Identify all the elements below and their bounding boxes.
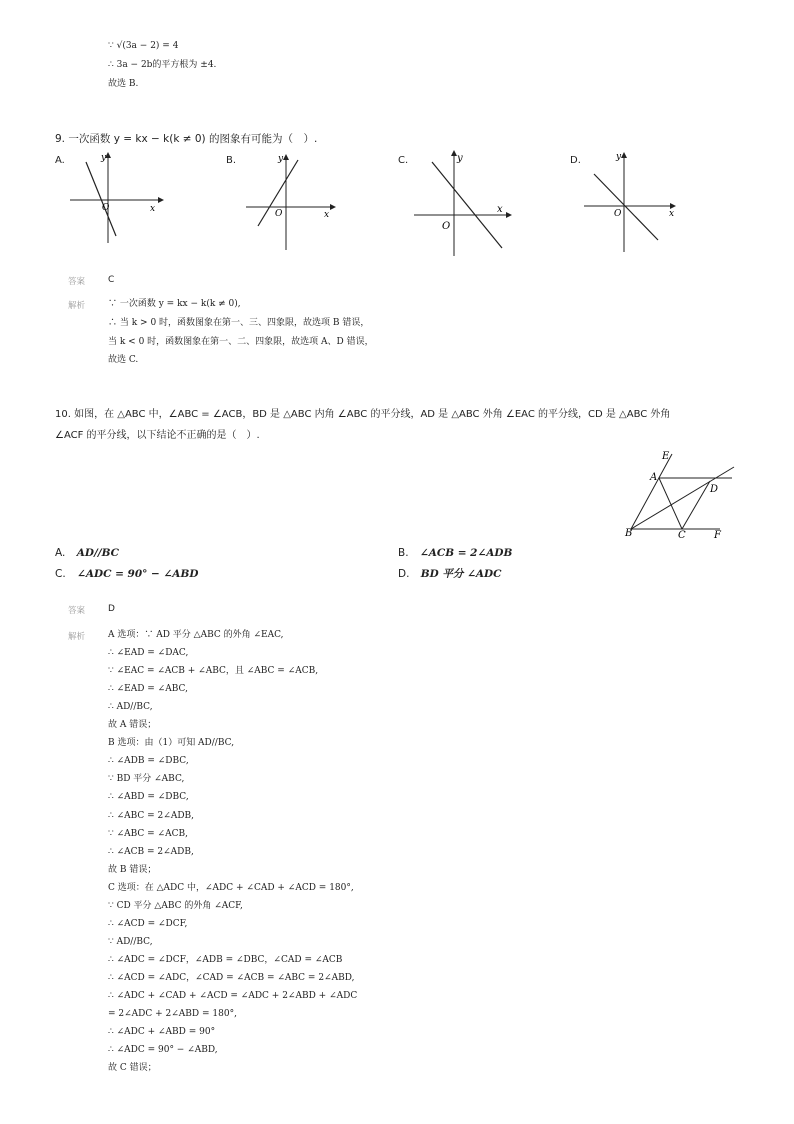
q10-option-b [398, 546, 512, 560]
q10-analysis-line: ∵ AD//BC, [108, 936, 153, 947]
option-text: ∠ADC = 90° − ∠ABD [77, 568, 199, 580]
q10-option-a [55, 546, 119, 560]
q9-analysis-line: 故选 C. [108, 355, 139, 365]
q10-analysis-line: ∴ ∠ABD = ∠DBC, [108, 792, 189, 803]
q9-option-d-label: D. [570, 155, 581, 166]
axis-x-label: x [324, 210, 330, 220]
q10-analysis-line: ∴ ∠EAD = ∠ABC, [108, 684, 188, 695]
option-letter: A. [55, 547, 66, 559]
q9-option-c-label: C. [398, 155, 409, 166]
q9-option-b-label: B. [226, 155, 237, 166]
q10-option-d [398, 567, 501, 581]
q9-analysis-line: ∴ 当 k > 0 时，函数图象在第一、三、四象限，故选项 B 错误， [108, 318, 370, 328]
q10-analysis-line: ∴ ∠ACD = ∠ADC，∠CAD = ∠ACB = ∠ABC = 2∠ABD, [108, 972, 355, 983]
q9-answer: C [108, 275, 115, 285]
axis-x-label: x [150, 204, 156, 214]
q10-analysis-line: ∴ ∠ADC + ∠ABD = 90° [108, 1027, 216, 1038]
q10-analysis-line: ∵ CD 平分 △ABC 的外角 ∠ACF, [108, 900, 243, 911]
q10-analysis-line: ∴ ∠EAD = ∠DAC, [108, 648, 189, 659]
q10-analysis-line: ∴ ∠ABC = 2∠ADB, [108, 810, 195, 821]
axis-x-label: x [497, 204, 503, 215]
q10-analysis-line: ∴ ∠ADC + ∠CAD + ∠ACD = ∠ADC + 2∠ABD + ∠ADC [108, 991, 358, 1001]
origin-label: O [442, 221, 451, 232]
axis-y-label: y [616, 152, 622, 162]
option-text: AD//BC [76, 547, 120, 559]
option-letter: D. [398, 568, 410, 580]
q10-analysis-line: 故 A 错误； [108, 720, 157, 731]
q10-analysis-line: = 2∠ADC + 2∠ABD = 180°, [108, 1009, 237, 1020]
q9-answer-label: 答案 [68, 277, 86, 287]
q10-analysis-line: ∴ ∠ADC = ∠DCF，∠ADB = ∠DBC，∠CAD = ∠ACB [108, 954, 343, 965]
q9-graph-a [62, 148, 172, 248]
option-letter: C. [55, 568, 66, 580]
q10-option-c [55, 567, 198, 581]
q10-figure [620, 448, 740, 543]
q10-analysis-line: 故 C 错误； [108, 1063, 157, 1074]
q10-analysis-line: ∴ ∠ADB = ∠DBC, [108, 756, 189, 767]
option-text: BD 平分 ∠ADC [420, 568, 502, 580]
point-f-label: F [714, 530, 721, 541]
axis-y-label: y [457, 153, 463, 164]
q10-analysis-line: ∴ ∠ACD = ∠DCF, [108, 918, 188, 929]
axis-x-label: x [669, 209, 675, 219]
point-a-label: A [650, 472, 658, 483]
q9-graph-c [410, 148, 520, 258]
q10-answer: D [108, 604, 115, 614]
axis-y-label: y [278, 154, 284, 164]
point-c-label: C [678, 530, 686, 541]
point-b-label: B [625, 528, 633, 539]
origin-label: O [275, 209, 283, 219]
q10-stem-line2: ∠ACF 的平分线，以下结论不正确的是（ ）. [55, 430, 260, 441]
q10-analysis-line: ∵ ∠ABC = ∠ACB, [108, 828, 188, 839]
q9-analysis-line: 当 k < 0 时，函数图象在第一、二、四象限，故选项 A、D 错误， [108, 337, 374, 347]
q9-stem: 9. 一次函数 y = kx − k(k ≠ 0) 的图象有可能为（ ）. [55, 133, 318, 145]
q10-analysis-line: ∴ ∠ACB = 2∠ADB, [108, 846, 194, 857]
axis-y-label: y [101, 153, 107, 163]
option-letter: B. [398, 547, 409, 559]
origin-label: O [614, 209, 622, 219]
point-d-label: D [710, 484, 719, 495]
q10-analysis-line: A 选项：∵ AD 平分 △ABC 的外角 ∠EAC, [108, 630, 284, 640]
option-text: ∠ACB = 2∠ADB [419, 547, 513, 559]
q10-stem-line1: 10. 如图，在 △ABC 中，∠ABC = ∠ACB，BD 是 △ABC 内角 ∠ABC 的平分线，AD 是 △ABC 外角 ∠EAC 的平分线，CD 是 △ABC 外角 [55, 409, 671, 420]
q10-answer-label: 答案 [68, 606, 86, 616]
prev-solution-line: ∴ 3a − 2b的平方根为 ±4. [108, 60, 217, 70]
q9-graph-b [240, 148, 350, 253]
prev-solution-line: ∵ √(3a − 2) = 4 [108, 41, 179, 51]
q9-analysis-line: ∵ 一次函数 y = kx − k(k ≠ 0), [108, 299, 241, 309]
q10-analysis-line: C 选项：在 △ADC 中，∠ADC + ∠CAD + ∠ACD = 180°, [108, 882, 354, 893]
q9-analysis-label: 解析 [68, 301, 86, 311]
prev-solution-line: 故选 B. [108, 79, 139, 89]
q10-analysis-line: B 选项：由（1）可知 AD//BC, [108, 738, 235, 749]
q10-analysis-line: ∴ ∠ADC = 90° − ∠ABD, [108, 1045, 218, 1056]
q10-analysis-line: ∵ BD 平分 ∠ABC, [108, 774, 185, 785]
q10-analysis-label: 解析 [68, 632, 86, 642]
q10-analysis-line: 故 B 错误； [108, 864, 157, 875]
q9-option-a-label: A. [55, 155, 65, 166]
origin-label: O [102, 203, 110, 213]
q10-analysis-line: ∴ AD//BC, [108, 702, 153, 713]
q10-analysis-line: ∵ ∠EAC = ∠ACB + ∠ABC，且 ∠ABC = ∠ACB, [108, 666, 319, 677]
point-e-label: E [662, 451, 670, 462]
q9-graph-d [580, 148, 690, 256]
